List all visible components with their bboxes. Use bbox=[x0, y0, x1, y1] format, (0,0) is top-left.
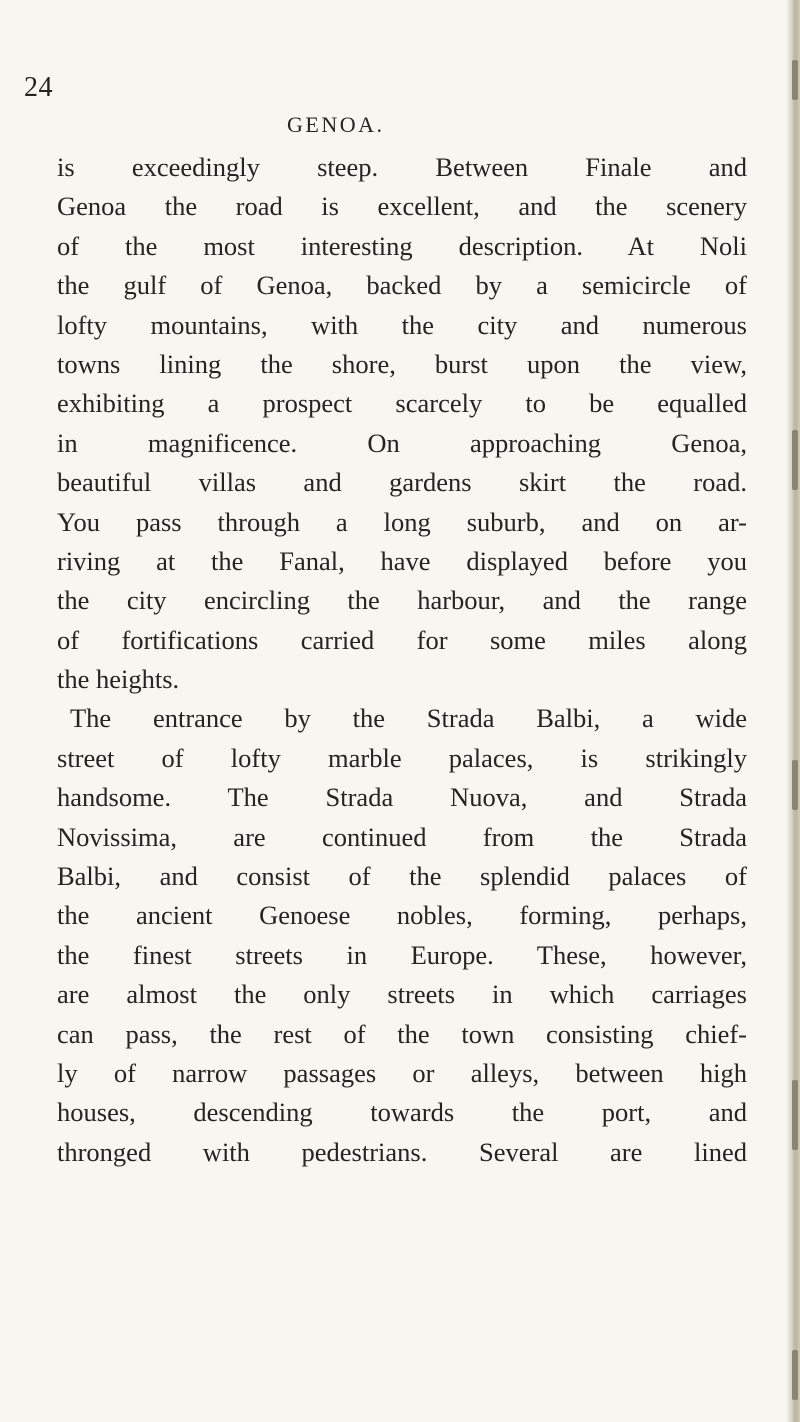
page-edge bbox=[786, 0, 800, 1422]
text-line: in magnificence. On approaching Genoa, bbox=[57, 427, 747, 458]
text-line: ly of narrow passages or alleys, between high bbox=[57, 1057, 747, 1088]
text-line: lofty mountains, with the city and numerous bbox=[57, 309, 747, 340]
text-line: the ancient Genoese nobles, forming, perhaps, bbox=[57, 900, 747, 931]
text-line: handsome. The Strada Nuova, and Strada bbox=[57, 782, 747, 813]
edge-shadow bbox=[792, 1080, 798, 1150]
text-line: The entrance by the Strada Balbi, a wide bbox=[70, 703, 747, 734]
text-line: Novissima, are continued from the Strada bbox=[57, 821, 747, 852]
text-line: the heights. bbox=[57, 664, 180, 695]
text-line: is exceedingly steep. Between Finale and bbox=[57, 152, 747, 182]
text-line: thronged with pedestrians. Several are lined bbox=[57, 1136, 747, 1167]
text-line: beautiful villas and gardens skirt the road. bbox=[57, 467, 747, 498]
edge-shadow bbox=[792, 430, 798, 490]
running-head: GENOA. bbox=[287, 112, 385, 137]
edge-shadow bbox=[792, 60, 798, 100]
text-line: Balbi, and consist of the splendid palaces of bbox=[57, 861, 747, 892]
edge-shadow bbox=[792, 760, 798, 810]
page-number: 24 bbox=[24, 72, 53, 103]
text-line: can pass, the rest of the town consisting chief- bbox=[57, 1018, 747, 1049]
body-text bbox=[57, 148, 747, 1172]
text-line: of fortifications carried for some miles along bbox=[57, 624, 747, 655]
text-line: are almost the only streets in which carriages bbox=[57, 979, 747, 1010]
text-line: the city encircling the harbour, and the range bbox=[57, 585, 747, 616]
text-line: exhibiting a prospect scarcely to be equalled bbox=[57, 388, 747, 419]
text-line: the finest streets in Europe. These, however, bbox=[57, 939, 747, 970]
text-line: of the most interesting description. At Noli bbox=[57, 230, 747, 261]
text-line: towns lining the shore, burst upon the view, bbox=[57, 348, 747, 379]
text-line: the gulf of Genoa, backed by a semicircle of bbox=[57, 270, 747, 301]
text-line: Genoa the road is excellent, and the scenery bbox=[57, 191, 747, 222]
text-line: You pass through a long suburb, and on ar- bbox=[57, 506, 747, 537]
text-line: houses, descending towards the port, and bbox=[57, 1097, 747, 1128]
edge-shadow bbox=[792, 1350, 798, 1400]
text-line: riving at the Fanal, have displayed before you bbox=[57, 545, 747, 576]
text-line: street of lofty marble palaces, is strikingly bbox=[57, 742, 747, 773]
